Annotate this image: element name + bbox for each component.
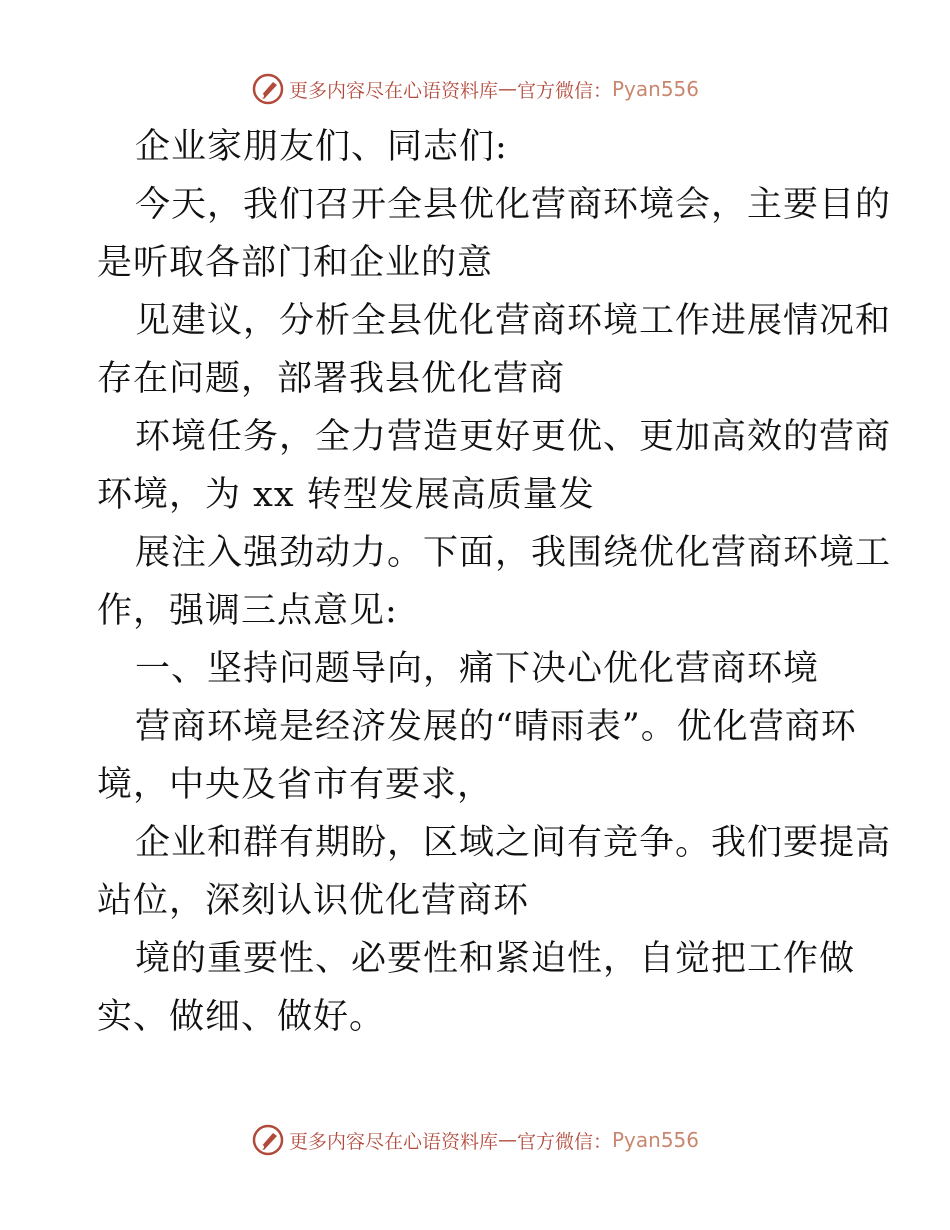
pen-logo-icon xyxy=(251,72,285,106)
text-line: 存在问题，部署我县优化营商 xyxy=(97,359,566,399)
header-watermark xyxy=(0,72,950,106)
text-line: 境，中央及省市有要求， xyxy=(97,765,494,805)
watermark-label: 官方微信： xyxy=(516,79,612,102)
text-line: 环境任务，全力营造更好更优、更加高效的营商 xyxy=(135,417,892,457)
text-line: 今天，我们召开全县优化营商环境会，主要目的 xyxy=(135,185,892,225)
text-line: 营商环境是经济发展的“晴雨表”。优化营商环 xyxy=(135,707,857,747)
footer-watermark xyxy=(0,1123,950,1157)
watermark-text: 更多内容尽在心语资料库 xyxy=(288,79,498,102)
watermark-separator: — xyxy=(497,1129,517,1151)
text-line: 站位，深刻认识优化营商环 xyxy=(97,881,530,921)
watermark-separator: — xyxy=(497,78,517,100)
text-line: 境的重要性、必要性和紧迫性，自觉把工作做 xyxy=(135,939,856,979)
text-line: 作，强调三点意见: xyxy=(97,591,398,631)
document-body xyxy=(97,118,892,1046)
text-line: 是听取各部门和企业的意 xyxy=(97,243,494,283)
text-line: 实、做细、做好。 xyxy=(97,997,386,1037)
watermark-label: 官方微信： xyxy=(516,1130,612,1153)
text-line: 一、坚持问题导向，痛下决心优化营商环境 xyxy=(135,649,820,689)
watermark-id: Pyan556 xyxy=(612,1128,700,1152)
watermark-text: 更多内容尽在心语资料库 xyxy=(288,1130,498,1153)
text-line: 展注入强劲动力。下面，我围绕优化营商环境工 xyxy=(135,533,892,573)
text-line: 企业家朋友们、同志们: xyxy=(135,127,508,167)
text-line: 环境，为 xx 转型发展高质量发 xyxy=(97,475,595,515)
text-line: 见建议，分析全县优化营商环境工作进展情况和 xyxy=(135,301,892,341)
watermark-id: Pyan556 xyxy=(612,77,700,101)
text-line: 企业和群有期盼，区域之间有竞争。我们要提高 xyxy=(135,823,892,863)
pen-logo-icon xyxy=(251,1123,285,1157)
